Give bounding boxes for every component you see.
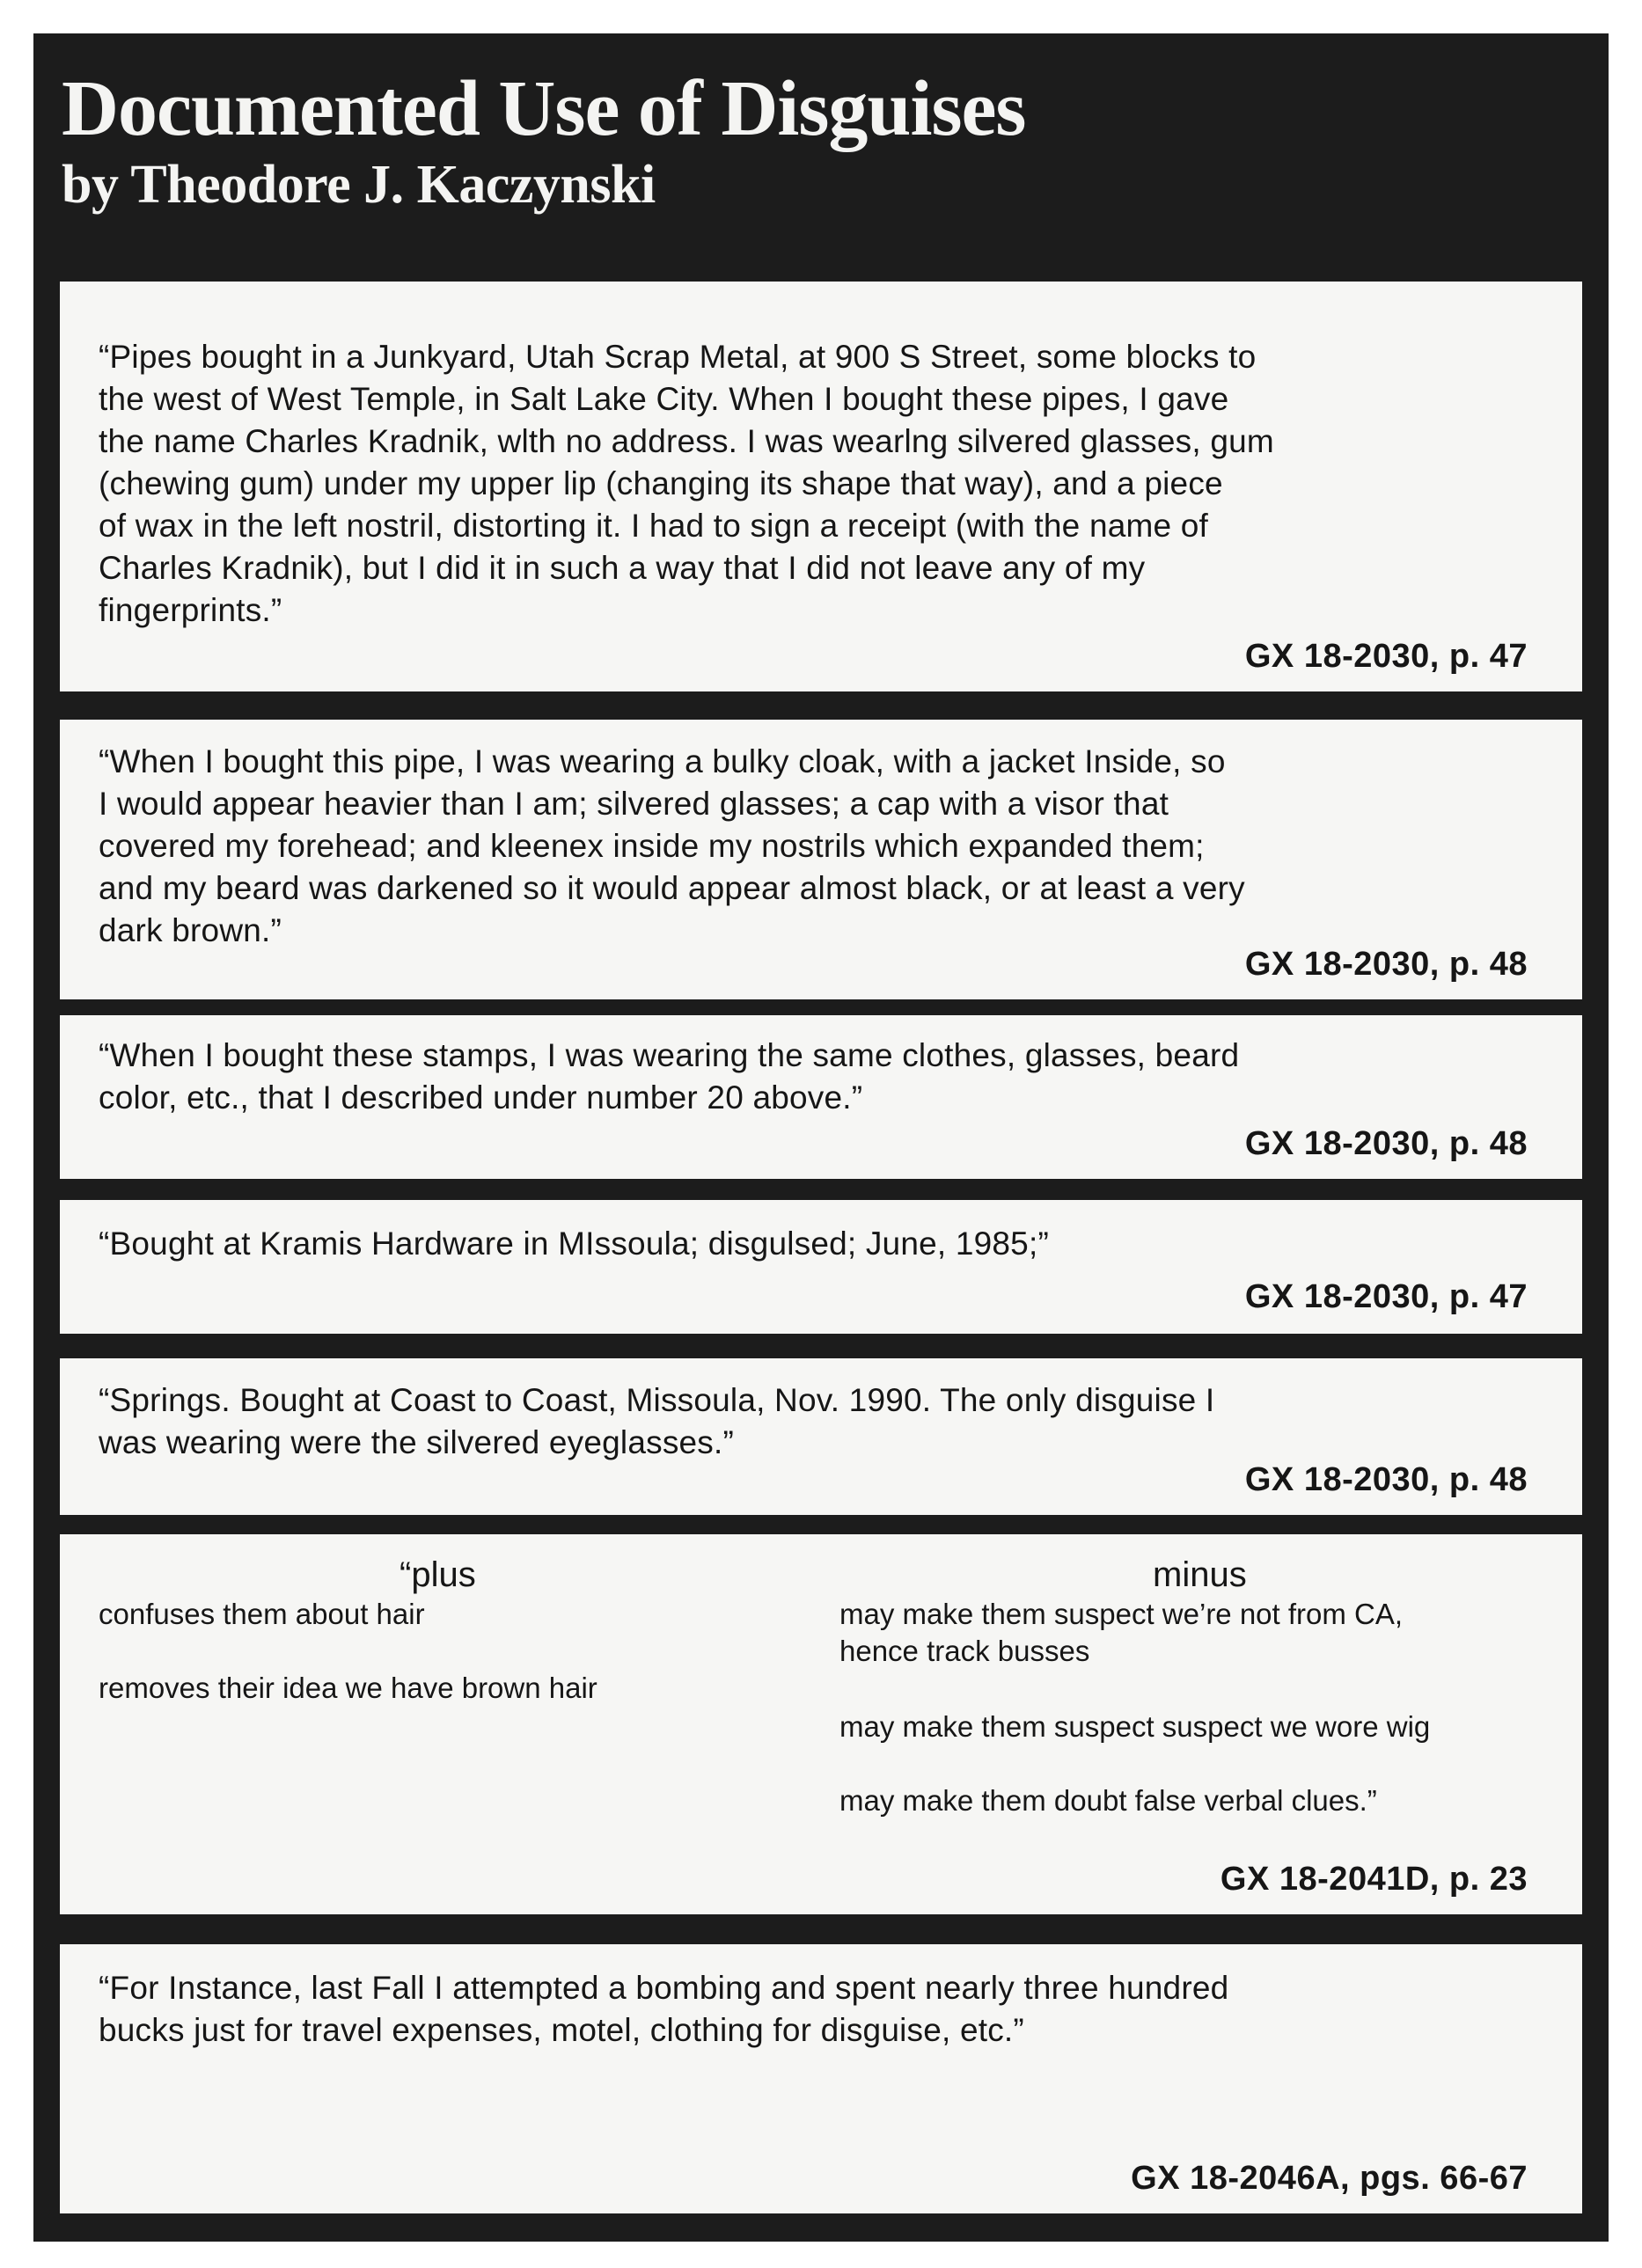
quote-text: “Bought at Kramis Hardware in MIssoula; disgulsed; June, 1985;”: [99, 1225, 1049, 1262]
header: [62, 65, 1575, 216]
quote-text: “When I bought this pipe, I was wearing a bulky cloak, with a jacket Inside, so I would appear heavier than I am; silvered glasses; a cap with a visor that covered my forehead; and kleenex inside my nostrils which expanded them; and my beard was darkened so it would appear almost black, or at least a very dark brown.”: [99, 743, 1245, 948]
quote-text: “Pipes bought in a Junkyard, Utah Scrap Metal, at 900 S Street, some blocks to the west of West Temple, in Salt Lake City. When I bought these pipes, I gave the name Charles Kradnik, wlth no address. I was wearlng silvered glasses, gum (chewing gum) under my upper lip (changing its shape that way), and a piece of wax in the left nostril, distorting it. I had to sign a receipt (with the name of Charles Kradnik), but I did it in such a way that I did not leave any of my fingerprints.”: [99, 339, 1274, 628]
quote-box-5: [60, 1358, 1582, 1515]
quote-text: “When I bought these stamps, I was wearing the same clothes, glasses, beard color, etc., that I described under number 20 above.”: [99, 1037, 1240, 1116]
plus-item: removes their idea we have brown hair: [99, 1672, 597, 1704]
quote-citation: GX 18-2046A, pgs. 66-67: [1131, 2160, 1528, 2197]
plus-heading: “plus: [400, 1555, 476, 1594]
document-byline: by Theodore J. Kaczynski: [62, 155, 656, 215]
minus-column: [839, 1555, 1570, 1819]
quote-text: “For Instance, last Fall I attempted a bombing and spent nearly three hundred bucks just for travel expenses, motel, clothing for disguise, etc.”: [99, 1970, 1229, 2048]
quote-box-4: [60, 1200, 1582, 1334]
document-frame: [33, 33, 1609, 2242]
quote-box-7: [60, 1944, 1582, 2213]
plus-minus-box: [60, 1534, 1582, 1914]
quote-box-1: [60, 282, 1582, 691]
quote-citation: GX 18-2041D, p. 23: [1220, 1861, 1528, 1898]
quote-citation: GX 18-2030, p. 47: [1244, 1278, 1528, 1315]
minus-heading: minus: [1153, 1555, 1247, 1594]
quote-citation: GX 18-2030, p. 48: [1244, 1461, 1528, 1498]
quote-citation: GX 18-2030, p. 47: [1244, 638, 1528, 675]
minus-item: may make them suspect suspect we wore wig: [839, 1710, 1431, 1743]
quote-box-2: [60, 720, 1582, 999]
minus-item: may make them suspect we’re not from CA, hence track busses: [839, 1598, 1404, 1667]
quote-box-3: [60, 1015, 1582, 1179]
plus-item: confuses them about hair: [99, 1598, 425, 1630]
document-title: Documented Use of Disguises: [62, 65, 1026, 152]
quote-citation: GX 18-2030, p. 48: [1244, 946, 1528, 983]
plus-column: [99, 1555, 803, 1707]
minus-item: may make them doubt false verbal clues.”: [839, 1784, 1377, 1817]
quote-citation: GX 18-2030, p. 48: [1244, 1125, 1528, 1162]
quote-text: “Springs. Bought at Coast to Coast, Missoula, Nov. 1990. The only disguise I was wearing were the silvered eyeglasses.”: [99, 1382, 1215, 1460]
